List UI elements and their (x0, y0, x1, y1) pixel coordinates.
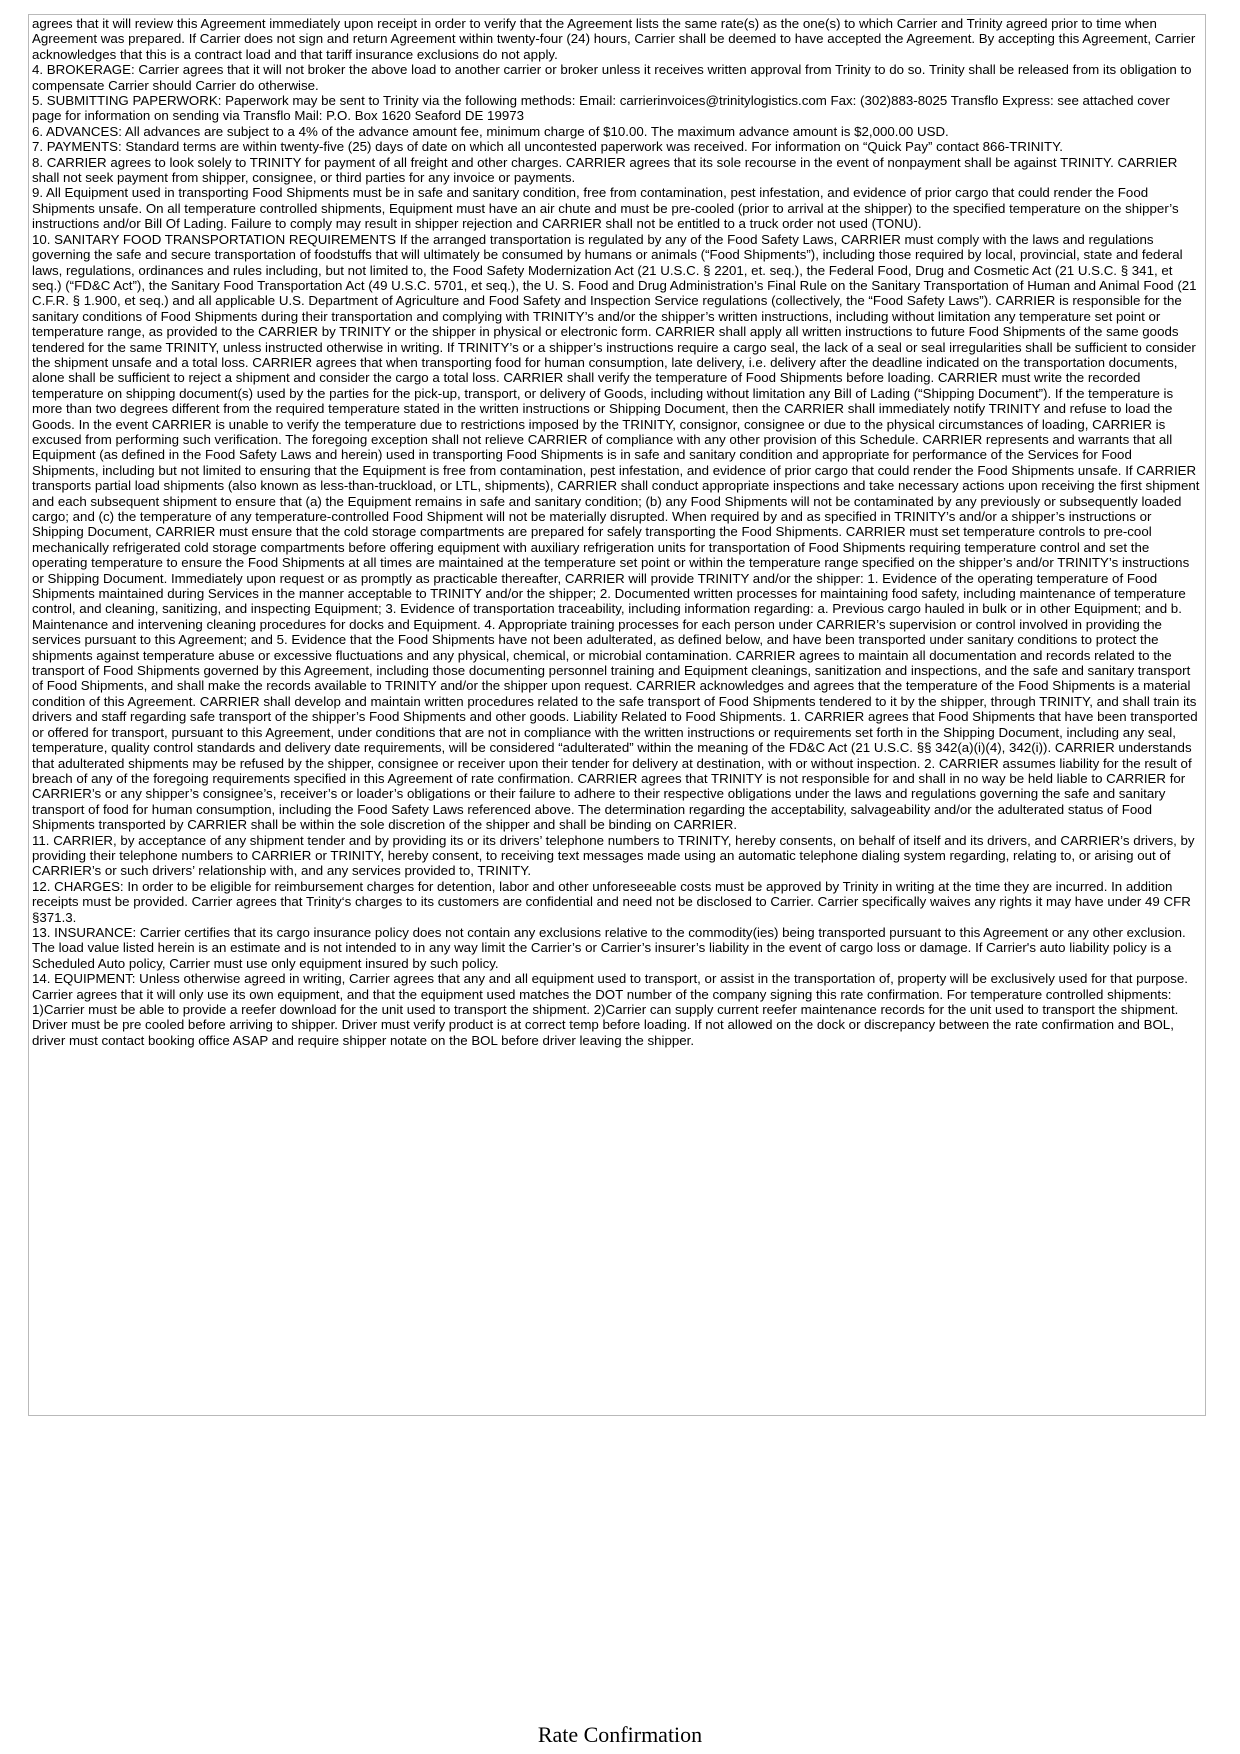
terms-continuation-paragraph: agrees that it will review this Agreement immediately upon receipt in order to verify that the Agreement lists the same rate(s) as the one(s) to which Carrier and Trinity agreed prior to time when Agreement was prepared. If Carrier does not sign and return Agreement within twenty-four (24) hours, Carrier shall be deemed to have accepted the Agreement. By accepting this Agreement, Carrier acknowledges that this is a contract load and that tariff insurance exclusions do not apply. (32, 16, 1196, 62)
terms-and-conditions-box (28, 14, 1206, 1416)
clause-7-payments: 7. PAYMENTS: Standard terms are within twenty-five (25) days of date on which all uncontested paperwork was received. For information on “Quick Pay” contact 866-TRINITY. (32, 139, 1063, 155)
clause-12-charges: 12. CHARGES: In order to be eligible for reimbursement charges for detention, labor and other unforeseeable costs must be approved by Trinity in writing at the time they are incurred. In addition receipts must be provided. Carrier agrees that Trinity‘s charges to its customers are confidential and need not be disclosed to Carrier. Carrier specifically waives any rights it may have under 49 CFR §371.3. (32, 878, 1191, 925)
clause-13-insurance: 13. INSURANCE: Carrier certifies that its cargo insurance policy does not contain any exclusions relative to the commodity(ies) being transported pursuant to this Agreement or any other exclusion. The load value listed herein is an estimate and is not intended to in any way limit the Carrier’s or Carrier’s insurer’s liability in the event of cargo loss or damage. If Carrier's auto liability policy is a Scheduled Auto policy, Carrier must use only equipment insured by such policy. (32, 924, 1186, 971)
clause-4-brokerage: 4. BROKERAGE: Carrier agrees that it will not broker the above load to another carrier or broker unless it receives written approval from Trinity to do so. Trinity shall be released from its obligation to compensate Carrier should Carrier do otherwise. (32, 62, 1192, 93)
clause-9-equipment-condition: 9. All Equipment used in transporting Food Shipments must be in safe and sanitary condition, free from contamination, pest infestation, and evidence of prior cargo that could render the Food Shipments unsafe. On all temperature controlled shipments, Equipment must have an air chute and must be pre-cooled (prior to arrival at the shipper) to the specified temperature on the shipper’s instructions and/or Bill Of Lading. Failure to comply may result in shipper rejection and CARRIER shall not be entitled to a truck order not used (TONU). (32, 185, 1179, 232)
page-footer-title: Rate Confirmation (537, 1722, 703, 1747)
clause-14-equipment: 14. EQUIPMENT: Unless otherwise agreed in writing, Carrier agrees that any and all equipment used to transport, or assist in the transportation of, property will be exclusively used for that purpose. Carrier agrees that it will only use its own equipment, and that the equipment used matches the DOT number of the company signing this rate confirmation. For temperature controlled shipments: 1)Carrier must be able to provide a reefer download for the unit used to transport the shipment. 2)Carrier can supply current reefer maintenance records for the unit used to transport the shipment. Driver must be pre cooled before arriving to shipper. Driver must verify product is at correct temp before loading. If not allowed on the dock or discrepancy between the rate confirmation and BOL, driver must contact booking office ASAP and require shipper notate on the BOL before driver leaving the shipper. (32, 971, 1188, 1048)
clause-11-text-message-consent: 11. CARRIER, by acceptance of any shipment tender and by providing its or its drivers’ telephone numbers to TRINITY, hereby consents, on behalf of itself and its drivers, and CARRIER’s drivers, by providing their telephone numbers to CARRIER or TRINITY, hereby consent, to receiving text messages made using an automatic telephone dialing system regarding, relating to, or arising out of CARRIER’s or such drivers’ relationship with, and any services provided to, TRINITY. (32, 832, 1195, 879)
clause-5-submitting-paperwork: 5. SUBMITTING PAPERWORK: Paperwork may be sent to Trinity via the following methods: Email: carrierinvoices@trinitylogistics.com Fax: (302)883-8025 Transflo Express: see attached cover page for information on sending via Transflo Mail: P.O. Box 1620 Seaford DE 19973 (32, 93, 1170, 124)
clause-8-payment-recourse: 8. CARRIER agrees to look solely to TRINITY for payment of all freight and other charges. CARRIER agrees that its sole recourse in the event of nonpayment shall be against TRINITY. CARRIER shall not seek payment from shipper, consignee, or third parties for any invoice or payments. (32, 154, 1178, 186)
clause-10-sanitary-food-transportation: 10. SANITARY FOOD TRANSPORTATION REQUIREMENTS If the arranged transportation is regulated by any of the Food Safety Laws, CARRIER must comply with the laws and regulations governing the safe and secure transportation of foodstuffs that will ultimately be consumed by humans or animals (“Food Shipments”), including those required by local, provincial, state and federal laws, regulations, ordinances and rules including, but not limited to, the Food Safety Modernization Act (21 U.S.C. § 2201, et. seq.), the Federal Food, Drug and Cosmetic Act (21 U.S.C. § 341, et seq.) (“FD&C Act”), the Sanitary Food Transportation Act (49 U.S.C. 5701, et seq.), the U. S. Food and Drug Administration’s Final Rule on the Sanitary Transportation of Human and Animal Food (21 C.F.R. § 1.900, et seq.) and all applicable U.S. Department of Agriculture and Food Safety and Inspection Service regulations (collectively, the “Food Safety Laws”). CARRIER is responsible for the sanitary conditions of Food Shipments during their transportation and complying with TRINITY’s and/or the shipper’s written instructions, including without limitation any temperature set point or temperature range, as provided to the CARRIER by TRINITY or the shipper in physical or electronic form. CARRIER shall apply all written instructions to future Food Shipments of the same goods tendered for the same TRINITY, unless instructed otherwise in writing. If TRINITY’s or a shipper’s instructions require a cargo seal, the lack of a seal or seal irregularities shall be sufficient to consider the shipment unsafe and a total loss. CARRIER agrees that when transporting food for human consumption, late delivery, i.e. delivery after the deadline indicated on the transportation documents, alone shall be sufficient to reject a shipment and consider the cargo a total loss. CARRIER shall verify the temperature of Food Shipments before loading. CARRIER must write the recorded temperature on shipping document(s) used by the parties for the pick-up, transport, or delivery of Goods, including without limitation any Bill of Lading (“Shipping Document”). If the temperature is more than two degrees different from the required temperature stated in the written instructions or Shipping Document, then the CARRIER shall immediately notify TRINITY and refuse to load the Goods. In the event CARRIER is unable to verify the temperature due to restrictions imposed by the TRINITY, consignor, consignee or due to the physical circumstances of loading, CARRIER is excused from performing such verification. The foregoing exception shall not relieve CARRIER of compliance with any other provision of this Schedule. CARRIER represents and warrants that all Equipment (as defined in the Food Safety Laws and herein) used in transporting Food Shipments is in safe and sanitary condition and appropriate for performance of the Services for Food Shipments, including but not limited to ensuring that the Equipment is free from contamination, pest infestation, and evidence of prior cargo that could render the Food Shipments unsafe. If CARRIER transports partial load shipments (also known as less-than-truckload, or LTL, shipments), CARRIER shall conduct appropriate inspections and take necessary actions upon receiving the first shipment and each subsequent shipment to ensure that (a) the Equipment remains in safe and sanitary condition; (b) any Food Shipments will not be contaminated by any previously or subsequently loaded cargo; and (c) the temperature of any temperature-controlled Food Shipment will not be materially disrupted. When required by and as specified in TRINITY’s and/or a shipper’s instructions or Shipping Document, CARRIER must ensure that the cold storage compartments are prepared for safely transporting the Food Shipments. CARRIER must set temperature controls to pre-cool mechanically refrigerated cold storage compartments before offering equipment with auxiliary refrigeration units for transportation of Food Shipments requiring temperature control and set the operating temperature to ensure the Food Shipments at all times are maintained at the temperature set point or within the temperature range specified on the shipper’s and/or TRINITY’s instructions or Shipping Document. Immediately upon request or as promptly as practicable thereafter, CARRIER will provide TRINITY and/or the shipper: 1. Evidence of the operating temperature of Food Shipments maintained during Services in the manner acceptable to TRINITY and/or the shipper; 2. Documented written processes for maintaining food safety, including maintenance of temperature control, and cleaning, sanitizing, and inspecting Equipment; 3. Evidence of transportation traceability, including information regarding: a. Previous cargo hauled in bulk or in other Equipment; and b. Maintenance and intervening cleaning procedures for docks and Equipment. 4. Appropriate training processes for each person under CARRIER’s supervision or control involved in providing the services pursuant to this Agreement; and 5. Evidence that the Food Shipments have not been adulterated, as defined below, and have been transported under sanitary conditions to protect the shipments against temperature abuse or excessive fluctuations and any physical, chemical, or microbial contamination. CARRIER agrees to maintain all documentation and records related to the transport of Food Shipments governed by this Agreement, including those documenting personnel training and Equipment cleanings, sanitization and inspections, and the safe and sanitary transport of Food Shipments, and shall make the records available to TRINITY and/or the shipper upon request. CARRIER acknowledges and agrees that the temperature of the Food Shipments is a material condition of this Agreement. CARRIER shall develop and maintain written procedures related to the safe transport of Food Shipments tendered to it by the shipper, through TRINITY, and shall train its drivers and staff regarding safe transport of the shipper’s Food Shipments and other goods. Liability Related to Food Shipments. 1. CARRIER agrees that Food Shipments that have been transported or offered for transport, pursuant to this Agreement, under conditions that are not in compliance with the written instructions or requirements set forth in the Shipping Document, including any seal, temperature, quality control standards and delivery date requirements, will be considered “adulterated” within the meaning of the FD&C Act (21 U.S.C. §§ 342(a)(i)(4), 342(i)). CARRIER understands that adulterated shipments may be refused by the shipper, consignee or receiver upon their tender for delivery at destination, with or without inspection. 2. CARRIER assumes liability for the result of breach of any of the foregoing requirements specified in this Agreement of rate confirmation. CARRIER agrees that TRINITY is not responsible for and shall in no way be held liable to CARRIER for CARRIER’s or any shipper’s consignee’s, receiver’s or loader’s obligations or their failure to adhere to their respective obligations under the laws and regulations governing the safe and sanitary transport of food for human consumption, including the Food Safety Laws referenced above. The determination regarding the acceptability, salvageability and/or the adulterated status of Food Shipments transported by CARRIER shall be within the sole discretion of the shipper and shall be binding on CARRIER. (32, 231, 1200, 833)
clause-6-advances: 6. ADVANCES: All advances are subject to a 4% of the advance amount fee, minimum charge of $10.00. The maximum advance amount is $2,000.00 USD. (32, 123, 949, 139)
